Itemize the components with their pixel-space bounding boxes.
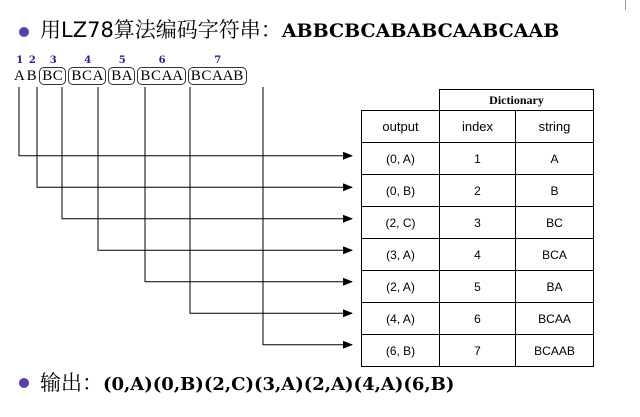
phrase-letter: B bbox=[190, 68, 201, 84]
cell-string: BCAAB bbox=[516, 335, 594, 367]
phrase-letter: A bbox=[121, 68, 133, 84]
cell-string: BCAA bbox=[516, 303, 594, 335]
output-label: 输出： bbox=[40, 371, 103, 395]
dictionary-caption: Dictionary bbox=[440, 90, 594, 111]
cell-output: (2, C) bbox=[362, 207, 440, 239]
cell-output: (0, B) bbox=[362, 175, 440, 207]
header-output: output bbox=[362, 111, 440, 143]
mapping-arrow bbox=[98, 87, 352, 250]
header-string: string bbox=[516, 111, 594, 143]
dictionary-table bbox=[361, 89, 594, 367]
phrase-letter: B bbox=[71, 68, 82, 84]
cell-index: 1 bbox=[440, 143, 516, 175]
phrase-number: 7 bbox=[214, 55, 222, 66]
cell-string: BA bbox=[516, 271, 594, 303]
table-row bbox=[362, 143, 594, 175]
header-index: index bbox=[440, 111, 516, 143]
cell-output: (4, A) bbox=[362, 303, 440, 335]
phrase-letter: B bbox=[42, 68, 53, 84]
phrase-letter: B bbox=[111, 68, 122, 84]
phrase-letter: A bbox=[172, 68, 184, 84]
phrase-number: 2 bbox=[28, 55, 36, 66]
table-row bbox=[362, 335, 594, 367]
title-label: 用LZ78算法编码字符串： bbox=[40, 18, 282, 42]
phrase-letter: A bbox=[14, 68, 25, 84]
phrase-letter: B bbox=[233, 68, 244, 84]
phrase-letter: C bbox=[52, 68, 63, 84]
bullet-icon bbox=[19, 378, 29, 388]
cell-string: BC bbox=[516, 207, 594, 239]
table-row bbox=[362, 207, 594, 239]
blank-cell bbox=[362, 90, 440, 111]
mapping-arrow bbox=[37, 87, 352, 187]
phrase-letter: C bbox=[82, 68, 93, 84]
mapping-arrow bbox=[19, 87, 352, 156]
cell-index: 4 bbox=[440, 239, 516, 271]
phrase-number: 3 bbox=[49, 55, 57, 66]
cell-index: 3 bbox=[440, 207, 516, 239]
output-line bbox=[40, 367, 454, 397]
input-sequence: ABBCBCABABCAABCAAB bbox=[281, 20, 560, 42]
mapping-arrow bbox=[145, 87, 352, 282]
phrase-letter: A bbox=[161, 68, 173, 84]
table-row bbox=[362, 303, 594, 335]
phrase-letter: C bbox=[201, 68, 212, 84]
phrase-number: 4 bbox=[84, 55, 92, 66]
table-row bbox=[362, 239, 594, 271]
cell-output: (3, A) bbox=[362, 239, 440, 271]
phrase-number: 1 bbox=[16, 55, 24, 66]
cell-string: A bbox=[516, 143, 594, 175]
phrase-number: 5 bbox=[118, 55, 126, 66]
cell-index: 7 bbox=[440, 335, 516, 367]
cell-index: 5 bbox=[440, 271, 516, 303]
phrase-letter: B bbox=[140, 68, 151, 84]
phrase-letter: B bbox=[26, 68, 37, 84]
cell-string: BCA bbox=[516, 239, 594, 271]
phrase-letter: A bbox=[222, 68, 234, 84]
table-row bbox=[362, 175, 594, 207]
cell-string: B bbox=[516, 175, 594, 207]
phrase-letter: A bbox=[212, 68, 223, 84]
cell-output: (0, A) bbox=[362, 143, 440, 175]
output-value: (0,A)(0,B)(2,C)(3,A)(2,A)(4,A)(6,B) bbox=[103, 374, 455, 395]
mapping-arrow bbox=[263, 87, 352, 345]
cell-output: (6, B) bbox=[362, 335, 440, 367]
mapping-arrow bbox=[190, 87, 352, 313]
phrase-number: 6 bbox=[158, 55, 166, 66]
mapping-arrow bbox=[62, 87, 352, 219]
cell-index: 2 bbox=[440, 175, 516, 207]
cell-index: 6 bbox=[440, 303, 516, 335]
cell-output: (2, A) bbox=[362, 271, 440, 303]
table-row bbox=[362, 271, 594, 303]
phrase-letter: C bbox=[151, 68, 162, 84]
phrase-letter: A bbox=[92, 68, 104, 84]
